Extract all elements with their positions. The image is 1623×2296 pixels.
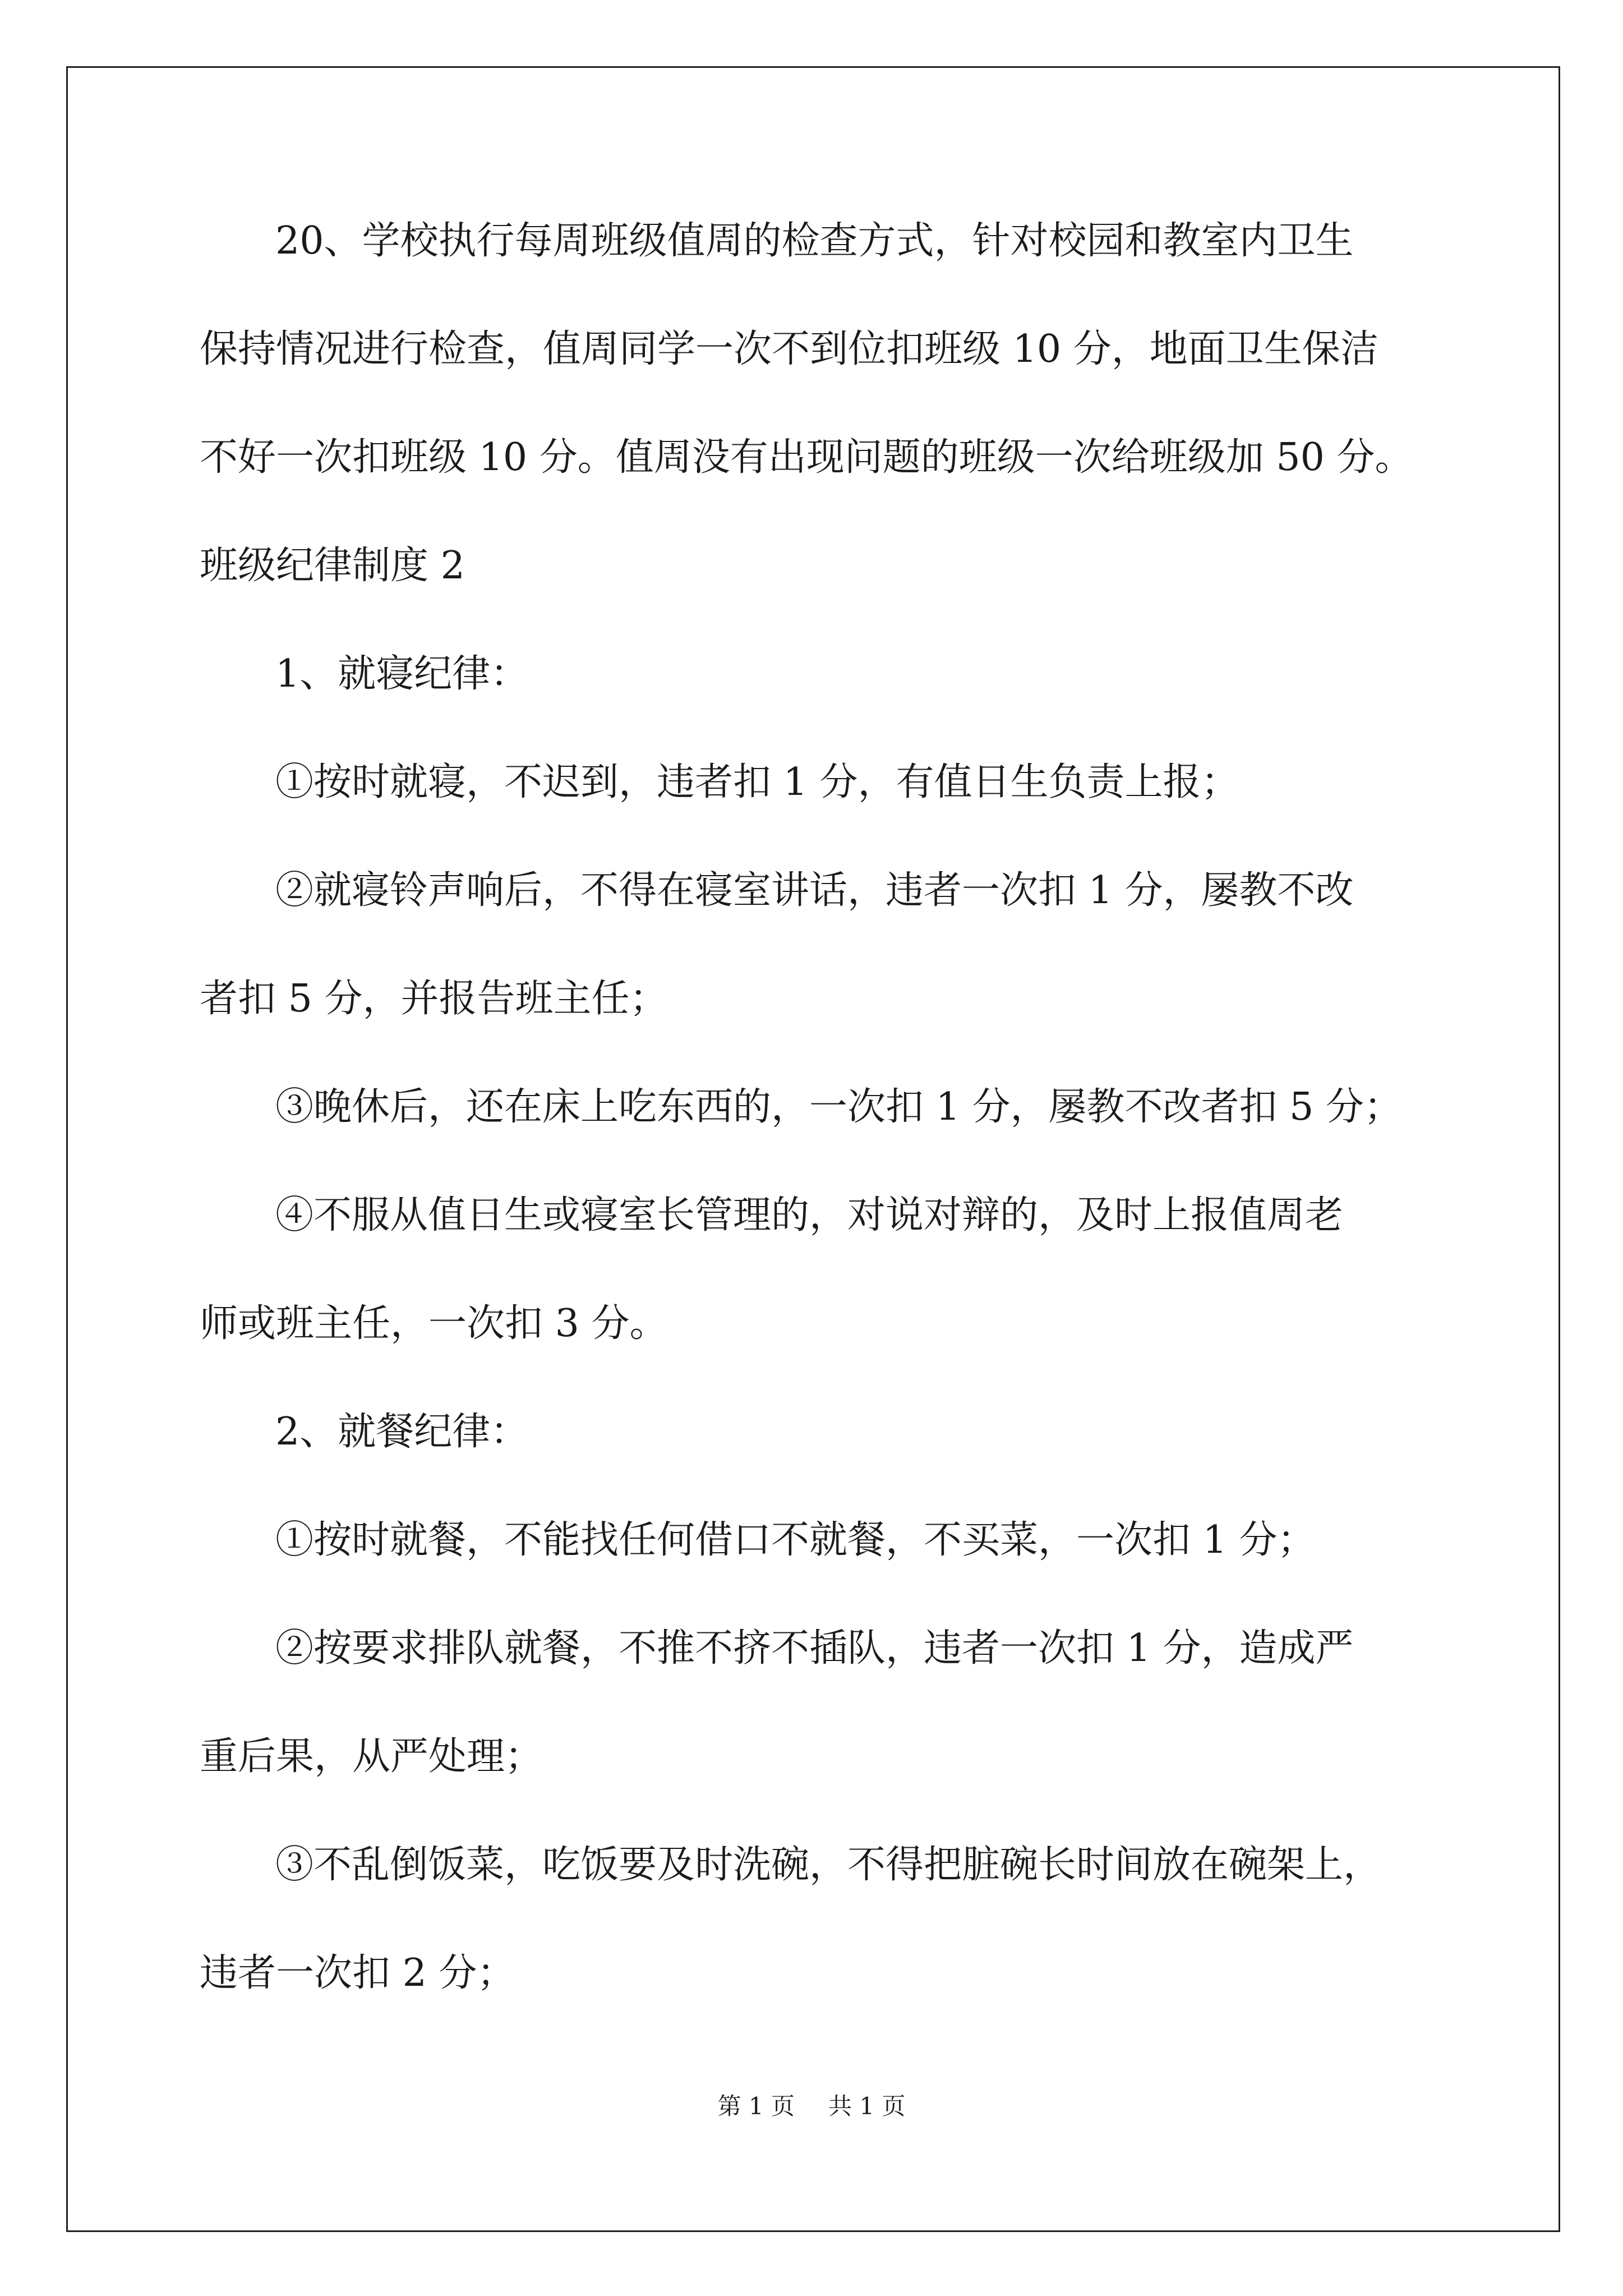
rule-item-continuation: 重后果，从严处理；	[200, 1734, 543, 1779]
rule-item: ③不乱倒饭菜，吃饭要及时洗碗，不得把脏碗长时间放在碗架上，	[275, 1843, 1382, 1887]
rule-item: ①按时就寝，不迟到，违者扣 1 分，有值日生负责上报；	[275, 760, 1239, 804]
section-heading: 班级纪律制度 2	[200, 544, 465, 588]
rule-item-continuation: 师或班主任，一次扣 3 分。	[200, 1301, 668, 1346]
document-body	[200, 219, 1428, 1996]
paragraph-line: 不好一次扣班级 10 分。值周没有出现问题的班级一次给班级加 50 分。	[200, 435, 1413, 480]
rule-item-continuation: 违者一次扣 2 分；	[200, 1951, 515, 1995]
paragraph-line: 20、学校执行每周班级值周的检查方式，针对校园和教室内卫生	[275, 219, 1354, 263]
page-number: 第 1 页	[717, 2092, 795, 2120]
rule-item: ①按时就餐，不能找任何借口不就餐，不买菜，一次扣 1 分；	[275, 1518, 1316, 1562]
rule-item-continuation: 者扣 5 分，并报告班主任；	[200, 977, 668, 1021]
subsection-heading: 2、就餐纪律：	[275, 1410, 529, 1454]
paragraph-line: 保持情况进行检查，值周同学一次不到位扣班级 10 分，地面卫生保洁	[200, 327, 1378, 371]
rule-item: ②就寝铃声响后，不得在寝室讲话，违者一次扣 1 分，屡教不改	[275, 868, 1354, 913]
page-footer	[0, 2092, 1623, 2120]
subsection-heading: 1、就寝纪律：	[275, 652, 529, 696]
page-total: 共 1 页	[828, 2092, 906, 2120]
rule-item: ③晚休后，还在床上吃东西的，一次扣 1 分，屡教不改者扣 5 分；	[275, 1085, 1402, 1129]
rule-item: ④不服从值日生或寝室长管理的，对说对辩的，及时上报值周老	[275, 1193, 1344, 1237]
rule-item: ②按要求排队就餐，不推不挤不插队，违者一次扣 1 分，造成严	[275, 1626, 1354, 1671]
